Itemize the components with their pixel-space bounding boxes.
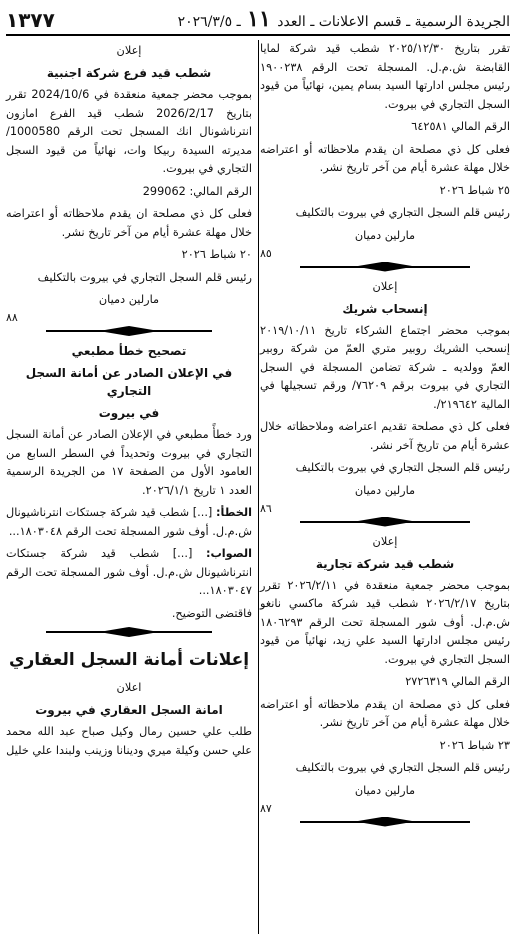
left-column	[6, 40, 252, 934]
error-text: [...] شطب قيد شركة جستكات انترناشيونال ش.م.ل. أوف شور المسجلة تحت الرقم ١٨٠٣٠٤٨...	[6, 506, 252, 538]
typo-correction	[6, 342, 252, 637]
notice-86	[260, 278, 510, 527]
real-estate-notices	[6, 647, 252, 760]
notice-label: إعلان	[372, 534, 398, 548]
signature-title: رئيس قلم السجل التجاري في بيروت بالتكليف	[295, 761, 510, 774]
page-header	[6, 6, 510, 36]
notice-title: تصحيح خطأ مطبعي	[71, 344, 187, 358]
correction-text: [...] شطب قيد شركة جستكات انترناشيونال ش.م.ل. أوف شور المسجلة تحت الرقم ١٨٠٣٠٤٧...	[6, 547, 252, 597]
separator-ornament	[260, 517, 510, 527]
fiscal-number: الرقم المالي ٦٤٢٥٨١	[411, 120, 510, 133]
error-line	[6, 504, 252, 541]
issue-date: ـ ٢٠٢٦/٣/٥	[177, 14, 241, 30]
notice-body: بموجب محضر اجتماع الشركاء تاريخ ٢٠١٩/١٠/١١ إنسحب الشريك روبير متري العمّ من شركة روبير العمّ وولديه ـ شركة تضامن المسجلة في السجل التجاري في بيروت برقم ٧٦٢٠٩/ ورقم تسجيلها في المالية ٢١٩٦٤٢/.	[260, 323, 510, 411]
notice-number: ٨٨	[6, 311, 18, 324]
signature-title: رئيس قلم السجل التجاري في بيروت بالتكليف	[295, 461, 510, 474]
separator-ornament	[260, 262, 510, 272]
notice-number: ٨٧	[260, 801, 272, 815]
notice-number: ٨٦	[260, 501, 272, 515]
signatory-name: مارلين دميان	[354, 228, 416, 242]
signatory-name: مارلين دميان	[98, 293, 160, 306]
right-column	[260, 40, 510, 934]
notice-subtitle: في الإعلان الصادر عن أمانة السجل التجاري	[25, 366, 233, 398]
notice-date: ٢٠ شباط ٢٠٢٦	[181, 248, 252, 261]
notice-88	[6, 42, 252, 336]
separator-ornament	[6, 627, 252, 637]
notice-date: ٢٣ شباط ٢٠٢٦	[439, 738, 510, 752]
fiscal-number: الرقم المالي ٢٧٢٦٣١٩	[405, 675, 510, 688]
objection-text: فعلى كل ذي مصلحة تقديم اعتراضه وملاحظاته خلال عشرة أيام من تاريخ آخر نشر.	[260, 420, 510, 452]
notice-85	[260, 40, 510, 272]
notice-date: ٢٥ شباط ٢٠٢٦	[439, 183, 510, 197]
notice-label: اعلان	[116, 681, 142, 694]
signatory-name: مارلين دميان	[354, 783, 416, 797]
objection-text: فعلى كل ذي مصلحة ان يقدم ملاحظاته أو اعتراضه خلال مهلة عشرة أيام من آخر تاريخ نشر.	[260, 142, 510, 174]
notice-title: امانة السجل العقاري في بيروت	[35, 703, 223, 717]
correction-line	[6, 545, 252, 601]
objection-text: فعلى كل ذي مصلحة ان يقدم ملاحظاته أو اعتراضه خلال مهلة عشرة أيام من آخر تاريخ نشر.	[260, 697, 510, 729]
gazette-title: الجريدة الرسمية ـ قسم الاعلانات ـ العدد	[277, 14, 510, 30]
notice-body: بموجب محضر جمعية منعقدة في 2024/10/6 تقرر بتاريخ 2026/2/17 شطب قيد الفرع امازون انترناشونال انك المسجل تحت الرقم 1000580/ مديرته السيدة ربيكا وات، نهائياً من قيود السجل التجاري في بيروت.	[6, 88, 252, 175]
column-divider	[258, 40, 259, 934]
closing-text: فاقتضى التوضيح.	[171, 606, 252, 620]
notice-body: ورد خطأً مطبعي في الإعلان الصادر عن أمانة السجل التجاري في بيروت وتحديداً في السطر السابع من العامود الأول من الصفحة ١٧ من الجريدة الرسمية العدد ١ تاريخ ٢٠٢٦/١/١.	[6, 428, 252, 497]
notice-body: طلب علي حسين رمال وكيل صباح عبد الله محمد علي حسن وكيلة ميري ودينانا وزينب ولبندا علي خليل	[6, 725, 252, 757]
notice-body: تقرر بتاريخ ٢٠٢٥/١٢/٣٠ شطب قيد شركة لمايا القابضة ش.م.ل. المسجلة تحت الرقم ١٩٠٠٢٣٨ رئيس مجلس ادارتها السيد بسام يمين، نهائياً من قيود السجل التجاري في بيروت.	[260, 42, 510, 111]
objection-text: فعلى كل ذي مصلحة ان يقدم ملاحظاته أو اعتراضه خلال مهلة عشرة أيام من آخر تاريخ نشر.	[6, 207, 252, 239]
header-title	[178, 6, 510, 32]
notice-number: ٨٥	[260, 246, 272, 260]
correction-label: الصواب:	[205, 547, 253, 560]
error-label: الخطأ:	[215, 506, 253, 519]
signature-title: رئيس قلم السجل التجاري في بيروت بالتكليف	[295, 206, 510, 219]
notice-87	[260, 533, 510, 827]
notice-body: بموجب محضر جمعية منعقدة في ٢٠٢٦/٢/١١ تقرر بتاريخ ٢٠٢٦/٢/١٧ شطب قيد شركة ماكسي نانغو ش.م.ل. أوف شور المسجلة تحت الرقم ١٨٠٦٢٩٣ رئيس مجلس ادارتها السيد علي زيد، نهائياً من قيود السجل التجاري في بيروت.	[260, 578, 510, 666]
notice-title: إنسحاب شريك	[342, 301, 428, 316]
separator-ornament	[6, 326, 252, 336]
issue-number: ١١	[247, 6, 271, 32]
signature-title: رئيس قلم السجل التجاري في بيروت بالتكليف	[37, 270, 252, 284]
notice-title: شطب قيد فرع شركة اجنبية	[46, 66, 212, 80]
page-number: ١٣٧٧	[6, 8, 55, 32]
notice-label: إعلان	[372, 279, 398, 293]
notice-label: إعلان	[116, 44, 142, 57]
notice-subtitle-city: في بيروت	[98, 406, 160, 420]
signatory-name: مارلين دميان	[354, 483, 416, 497]
notice-title: شطب قيد شركة تجارية	[315, 556, 455, 571]
fiscal-number: الرقم المالي: 299062	[142, 184, 252, 198]
section-heading: إعلانات أمانة السجل العقاري	[8, 650, 250, 670]
separator-ornament	[260, 817, 510, 827]
